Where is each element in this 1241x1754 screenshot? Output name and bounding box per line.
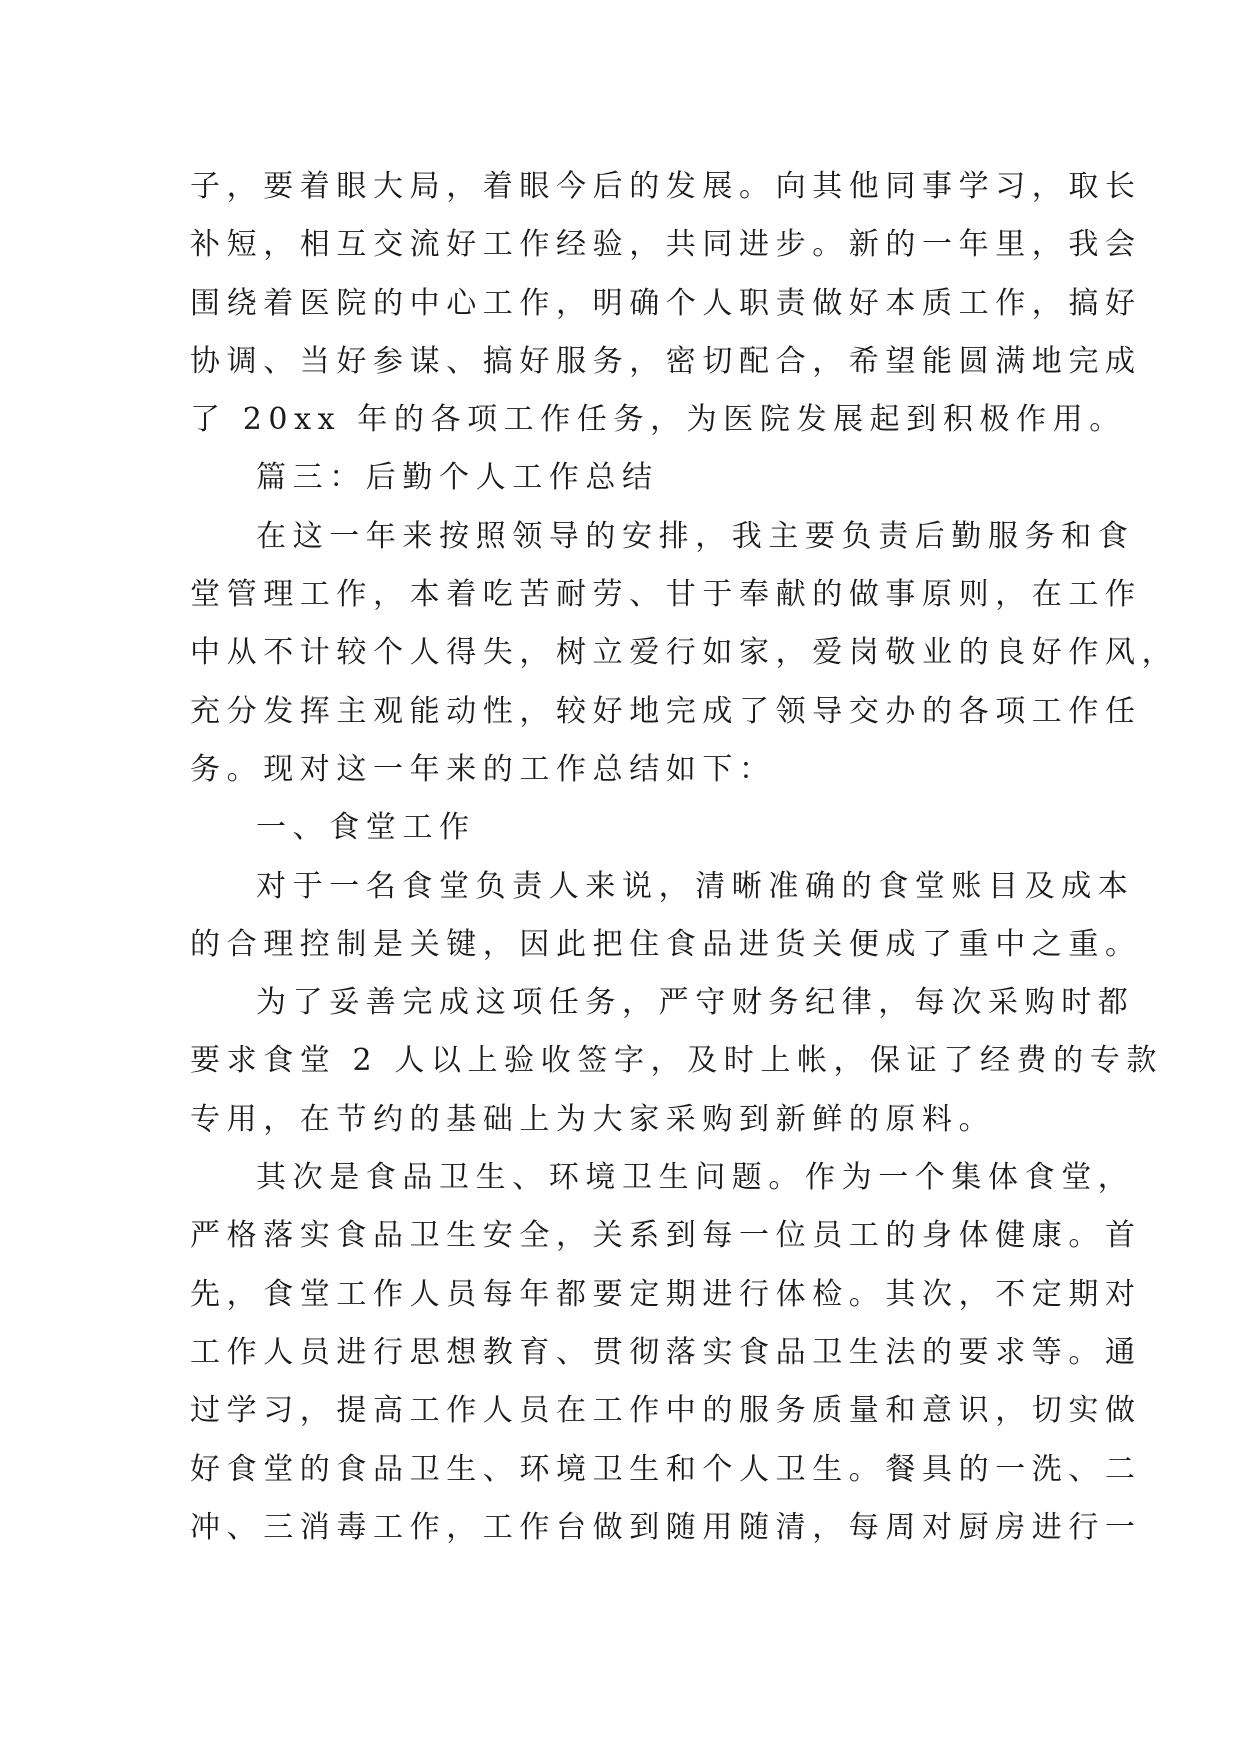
text-line: 冲、三消毒工作，工作台做到随用随清，每周对厨房进行一 <box>190 1509 1142 1545</box>
text-line: 在这一年来按照领导的安排，我主要负责后勤服务和食 <box>256 518 1135 554</box>
body-text <box>190 158 1179 1557</box>
text-line: 的合理控制是关键，因此把住食品进货关便成了重中之重。 <box>190 926 1142 962</box>
text-line: 子，要着眼大局，着眼今后的发展。向其他同事学习，取长 <box>190 169 1142 204</box>
text-line: 要求食堂 2 人以上验收签字，及时上帐，保证了经费的专款 <box>190 1043 1163 1079</box>
text-line: 对于一名食堂负责人来说，清晰准确的食堂账目及成本 <box>256 868 1135 904</box>
text-line: 过学习，提高工作人员在工作中的服务质量和意识，切实做 <box>190 1393 1142 1429</box>
text-line: 围绕着医院的中心工作，明确个人职责做好本质工作，搞好 <box>190 285 1142 321</box>
text-line: 严格落实食品卫生安全，关系到每一位员工的身体健康。首 <box>190 1218 1142 1254</box>
text-line: 一、食堂工作 <box>256 810 476 846</box>
text-line: 充分发挥主观能动性，较好地完成了领导交办的各项工作任 <box>190 693 1142 729</box>
text-line: 专用，在节约的基础上为大家采购到新鲜的原料。 <box>190 1101 996 1137</box>
text-line: 中从不计较个人得失，树立爱行如家，爱岗敬业的良好作风， <box>190 635 1179 671</box>
text-line: 务。现对这一年来的工作总结如下： <box>190 751 776 787</box>
text-line: 篇三：后勤个人工作总结 <box>256 460 659 496</box>
text-line: 好食堂的食品卫生、环境卫生和个人卫生。餐具的一洗、二 <box>190 1451 1142 1487</box>
text-line: 先，食堂工作人员每年都要定期进行体检。其次，不定期对 <box>190 1276 1142 1312</box>
text-line: 工作人员进行思想教育、贯彻落实食品卫生法的要求等。通 <box>190 1334 1142 1370</box>
text-line: 了 20xx 年的各项工作任务，为医院发展起到积极作用。 <box>190 402 1126 438</box>
text-line: 堂管理工作，本着吃苦耐劳、甘于奉献的做事原则，在工作 <box>190 577 1142 613</box>
text-line: 其次是食品卫生、环境卫生问题。作为一个集体食堂， <box>256 1160 1135 1196</box>
text-line: 补短，相互交流好工作经验，共同进步。新的一年里，我会 <box>190 227 1142 263</box>
text-line: 协调、当好参谋、搞好服务，密切配合，希望能圆满地完成 <box>190 343 1142 379</box>
text-line: 为了妥善完成这项任务，严守财务纪律，每次采购时都 <box>256 985 1135 1021</box>
